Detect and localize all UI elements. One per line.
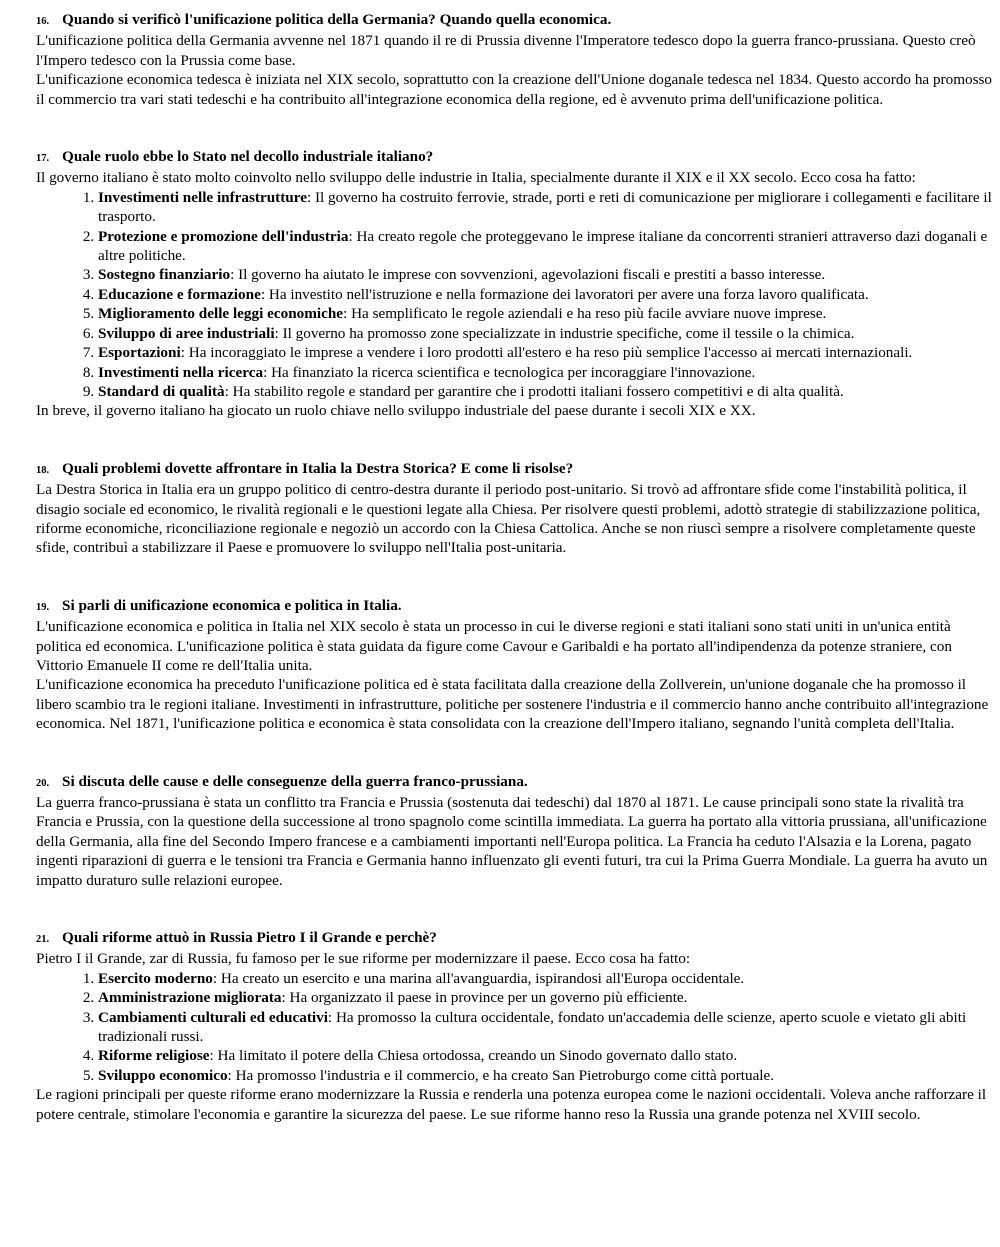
- list-item-text: : Ha finanziato la ricerca scientifica e tecnologica per incoraggiare l'innovazione.: [263, 363, 756, 381]
- question-title: Quali riforme attuò in Russia Pietro I il Grande e perchè?: [62, 929, 437, 947]
- list-item-term: Educazione e formazione: [98, 285, 261, 303]
- list-item-text: : Ha stabilito regole e standard per garantire che i prodotti italiani fossero competitivi e di alta qualità.: [224, 382, 844, 400]
- list-item: [98, 265, 994, 284]
- list-item-text: : Ha incoraggiato le imprese a vendere i loro prodotti all'estero e ha reso più semplice l'accesso ai mercati internazionali.: [180, 344, 913, 362]
- question-title: Quali problemi dovette affrontare in Italia la Destra Storica? E come li risolse?: [62, 459, 574, 477]
- list-item-text: : Ha creato regole che proteggevano le imprese italiane da concorrenti stranieri attraverso dazi doganali e altre politiche.: [98, 227, 988, 265]
- list-item-term: Standard di qualità: [98, 382, 225, 400]
- question-number: 16.: [36, 16, 50, 27]
- answer-paragraph: La guerra franco-prussiana è stata un conflitto tra Francia e Prussia (sostenuta dai tedeschi) dal 1870 al 1871. Le cause principali sono state la rivalità tra Francia e Prussia, con la questione della successione al trono spagnolo come scintilla immediata. La guerra ha portato alla vittoria prussiana, all'unificazione della Germania, alla fine del Secondo Impero francese e a cambiamenti importanti nell'Europa politica. La Francia ha ceduto l'Alsazia e la Lorena, pagato ingenti riparazioni di guerra e le tensioni tra Francia e Germania hanno influenzato gli eventi futuri, tra cui la Prima Guerra Mondiale. La guerra ha avuto un impatto duraturo sulle relazioni europee.: [36, 794, 988, 889]
- list-item-text: : Ha organizzato il paese in province per un governo più efficiente.: [281, 989, 688, 1007]
- question-number: 20.: [36, 777, 50, 789]
- list-item-term: Investimenti nella ricerca: [98, 363, 264, 381]
- question-title: Si parli di unificazione economica e politica in Italia.: [62, 596, 402, 614]
- list-item: [98, 324, 994, 343]
- answer-outro: In breve, il governo italiano ha giocato un ruolo chiave nello sviluppo industriale del paese durante i secoli XIX e XX.: [36, 402, 756, 420]
- answer-paragraph: L'unificazione economica ha preceduto l'unificazione politica ed è stata facilitata dalla creazione della Zollverein, un'unione doganale che ha promosso il libero scambio tra le regioni italiane. Investimenti in infrastrutture, politiche per sostenere l'industria e il commercio hanno anche contribuito all'integrazione economica. Nel 1871, l'unificazione politica e economica è stata consolidata con la creazione dell'Impero italiano, segnando l'unità completa dell'Italia.: [36, 676, 989, 733]
- list-item: [98, 188, 994, 227]
- list-item-text: : Il governo ha promosso zone specializzate in industrie specifiche, come il tessile o la chimica.: [274, 324, 855, 342]
- list-item: [98, 988, 994, 1007]
- list-item-text: : Ha investito nell'istruzione e nella formazione dei lavoratori per avere una forza lavoro qualificata.: [260, 285, 869, 303]
- list-item: [98, 343, 994, 362]
- list-item: [98, 1008, 994, 1047]
- list-item: [98, 969, 994, 988]
- list-item-text: : Ha promosso la cultura occidentale, fondato un'accademia delle scienze, aperto scuole e vietato gli abiti tradizionali russi.: [98, 1008, 967, 1046]
- list-item-text: : Il governo ha aiutato le imprese con sovvenzioni, agevolazioni fiscali e prestiti a basso interesse.: [230, 266, 826, 284]
- list-item-term: Esercito moderno: [98, 969, 213, 987]
- question-number: 18.: [36, 464, 50, 476]
- answer-outro: Le ragioni principali per queste riforme erano modernizzare la Russia e renderla una potenza europea come le nazioni occidentali. Voleva anche rafforzare il potere centrale, stimolare l'economia e garantire la sicurezza del paese. Le sue riforme hanno reso la Russia una grande potenza nel XVIII secolo.: [36, 1086, 987, 1123]
- list-item-term: Esportazioni: [98, 344, 181, 362]
- answer-paragraph: L'unificazione economica tedesca è iniziata nel XIX secolo, soprattutto con la creazione dell'Unione doganale tedesca nel 1834. Questo accordo ha promosso il commercio tra vari stati tedeschi e ha contribuito all'integrazione economica della regione, ed è avvenuto prima dell'unificazione politica.: [36, 71, 993, 108]
- section-16: [36, 10, 994, 109]
- list-item-term: Miglioramento delle leggi economiche: [98, 305, 344, 323]
- question-heading: [36, 147, 994, 168]
- list-item: [98, 227, 994, 266]
- list-item: [98, 1046, 994, 1065]
- reform-list: [36, 188, 994, 401]
- question-title: Quando si verificò l'unificazione politica della Germania? Quando quella economica.: [62, 11, 612, 28]
- question-heading: [36, 10, 994, 31]
- list-item-text: : Ha promosso l'industria e il commercio, e ha creato San Pietroburgo come città portuale.: [227, 1066, 775, 1084]
- section-17: [36, 147, 994, 421]
- question-heading: [36, 928, 994, 949]
- answer-paragraph: L'unificazione politica della Germania avvenne nel 1871 quando il re di Prussia divenne l'Imperatore tedesco dopo la guerra franco-prussiana. Questo creò l'Impero tedesco con la Prussia come base.: [36, 32, 976, 69]
- answer-paragraph: L'unificazione economica e politica in Italia nel XIX secolo è stata un processo in cui le diverse regioni e stati italiani sono stati uniti in un'unica entità politica ed economica. L'unificazione politica è stata guidata da figure come Cavour e Garibaldi e ha portato all'indipendenza da potenze straniere, con Vittorio Emanuele II come re dell'Italia unita.: [36, 618, 952, 674]
- list-item-text: : Ha creato un esercito e una marina all'avanguardia, ispirandosi all'Europa occidentale.: [212, 969, 745, 987]
- section-21: [36, 928, 994, 1124]
- list-item-text: : Ha semplificato le regole aziendali e ha reso più facile avviare nuove imprese.: [343, 305, 827, 323]
- question-number: 17.: [36, 153, 50, 165]
- list-item-term: Cambiamenti culturali ed educativi: [98, 1008, 328, 1026]
- question-heading: [36, 459, 994, 480]
- list-item-term: Protezione e promozione dell'industria: [98, 227, 349, 245]
- list-item-text: : Il governo ha costruito ferrovie, strade, porti e reti di comunicazione per migliorare i collegamenti e facilitare il trasporto.: [98, 188, 992, 226]
- answer-intro: Il governo italiano è stato molto coinvolto nello sviluppo delle industrie in Italia, specialmente durante il XIX e il XX secolo. Ecco cosa ha fatto:: [36, 169, 916, 187]
- list-item: [98, 363, 994, 382]
- list-item-text: : Ha limitato il potere della Chiesa ortodossa, creando un Sinodo governato dallo stato.: [209, 1047, 738, 1065]
- question-number: 19.: [36, 601, 50, 613]
- answer-paragraph: La Destra Storica in Italia era un gruppo politico di centro-destra durante il periodo post-unitario. Si trovò ad affrontare sfide come l'instabilità politica, il disagio sociale ed economico, le rivalità regionali e le questioni legate alla Chiesa. Per risolvere questi problemi, adottò strategie di stabilizzazione politica, riforme economiche, riconciliazione regionale e negoziò un accordo con la Chiesa Cattolica. Anche se non riuscì sempre a risolvere completamente queste sfide, contribuì a stabilizzare il Paese e promuovere lo sviluppo nell'Italia post-unitaria.: [36, 481, 981, 557]
- list-item-term: Amministrazione migliorata: [98, 989, 282, 1007]
- list-item-term: Sostegno finanziario: [98, 266, 231, 284]
- list-item: [98, 1066, 994, 1085]
- question-heading: [36, 772, 994, 793]
- question-number: 21.: [36, 934, 50, 946]
- list-item-term: Sviluppo economico: [98, 1066, 228, 1084]
- list-item: [98, 304, 994, 323]
- answer-intro: Pietro I il Grande, zar di Russia, fu famoso per le sue riforme per modernizzare il paese. Ecco cosa ha fatto:: [36, 950, 691, 968]
- reform-list: [36, 969, 994, 1085]
- list-item-term: Investimenti nelle infrastrutture: [98, 188, 307, 206]
- question-title: Quale ruolo ebbe lo Stato nel decollo industriale italiano?: [62, 148, 434, 166]
- list-item-term: Riforme religiose: [98, 1047, 210, 1065]
- section-18: [36, 459, 994, 558]
- list-item-term: Sviluppo di aree industriali: [98, 324, 275, 342]
- question-title: Si discuta delle cause e delle conseguenze della guerra franco-prussiana.: [62, 772, 528, 790]
- list-item: [98, 285, 994, 304]
- section-19: [36, 596, 994, 734]
- section-20: [36, 772, 994, 890]
- list-item: [98, 382, 994, 401]
- question-heading: [36, 596, 994, 617]
